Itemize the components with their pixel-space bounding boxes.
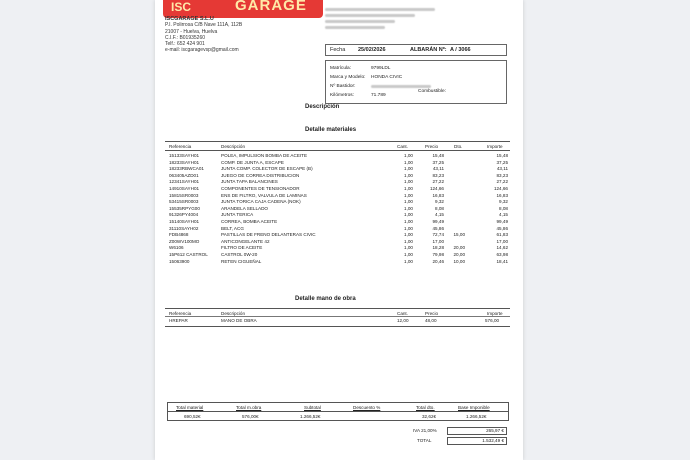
- cell-price: 20,46: [432, 258, 444, 264]
- labor-row: [165, 318, 510, 327]
- vehicle-box: [325, 60, 507, 104]
- labor-price: 48,00: [425, 318, 437, 323]
- cell-ref: 15815SR0003: [169, 192, 199, 198]
- cell-desc: JUNTA COMP. COLECTOR DE ESCAPE (B): [221, 166, 313, 172]
- albaran-label: ALBARÁN Nº:: [410, 47, 447, 53]
- cell-desc: FILTRO DE ACEITE: [221, 245, 263, 251]
- cell-desc: PASTILLAS DE FRENO DELANTERAS CIVIC: [221, 232, 316, 238]
- total-line: [411, 436, 507, 446]
- table-row: [165, 160, 510, 167]
- matricula-value: 9799LDL: [371, 66, 391, 71]
- tot-h-material: Total material: [176, 404, 204, 410]
- cell-ref: 91326PY4004: [169, 212, 199, 218]
- tot-h-base: Base Imponible: [458, 404, 490, 410]
- cell-ref: FDB4868: [169, 232, 189, 238]
- cell-ref: 14910SAYH01: [169, 185, 200, 191]
- company-cif: C.I.F.: B01935260: [165, 34, 206, 41]
- labor-divider: [165, 316, 510, 317]
- cell-imp: 16,83: [496, 192, 508, 198]
- cell-desc: RETEN CIGUEÑAL: [221, 258, 262, 264]
- cell-desc: COMP. DE JUNTA A, ESCAPE: [221, 159, 284, 165]
- cell-price: 45,86: [432, 225, 444, 231]
- table-row: [165, 179, 510, 186]
- cell-imp: 124,66: [493, 185, 508, 191]
- cell-price: 124,66: [429, 185, 444, 191]
- cell-ref: 15P612 CASTROL: [169, 251, 208, 257]
- cell-qty: 1,00: [404, 245, 413, 251]
- cell-ref: 15140SAYH01: [169, 218, 200, 224]
- labor-col-imp: Importe: [487, 310, 503, 316]
- cell-price: 15,48: [432, 153, 444, 158]
- labor-col-desc: Descripción: [221, 310, 245, 316]
- cell-qty: 1,00: [404, 179, 413, 185]
- materials-col-imp: Importe: [487, 143, 503, 149]
- totals-value-row: [168, 412, 508, 420]
- labor-desc: MANO DE OBRA: [221, 318, 257, 323]
- cell-price: 9,32: [435, 199, 444, 205]
- materials-rows: [165, 153, 510, 265]
- cell-qty: 1,00: [404, 159, 413, 165]
- table-row: [165, 199, 510, 206]
- cell-ref: W6106: [169, 245, 184, 251]
- combustible-label: Combustible:: [418, 89, 446, 94]
- table-row: [165, 259, 510, 266]
- customer-address-redacted: [325, 14, 415, 17]
- table-row: [165, 166, 510, 173]
- cell-dto: 20,00: [453, 251, 465, 257]
- cell-ref: 18233SAYH01: [169, 159, 200, 165]
- table-row: [165, 153, 510, 160]
- company-name: ISCGARAGE S.L.U: [165, 16, 214, 22]
- cell-ref: 15133SAYH01: [169, 153, 200, 158]
- cell-price: 4,15: [435, 212, 444, 218]
- labor-col-price: Precio: [425, 310, 439, 316]
- labor-col-ref: Referencia: [169, 310, 192, 316]
- cell-imp: 27,22: [496, 179, 508, 185]
- labor-ref: HREPAR: [169, 318, 188, 323]
- table-row: [165, 226, 510, 233]
- total-label: TOTAL: [417, 438, 432, 443]
- cell-imp: 83,23: [496, 172, 508, 178]
- company-info: [165, 16, 242, 54]
- table-row: [165, 252, 510, 259]
- cell-price: 83,23: [432, 172, 444, 178]
- cell-price: 8,08: [435, 205, 444, 211]
- company-phone: Telf.: 652 424 901: [165, 41, 205, 48]
- cell-imp: 43,11: [496, 166, 508, 172]
- cell-desc: ENS DE FILTRO, VALVULA DE LAMINAS: [221, 192, 307, 198]
- tot-h-descuento: Descuento %: [353, 404, 381, 410]
- cell-ref: 063405AZD01: [169, 172, 199, 178]
- cell-qty: 1,00: [404, 258, 413, 264]
- tot-mo: 576,00€: [242, 413, 259, 419]
- labor-qty: 12,00: [397, 318, 409, 323]
- cell-price: 72,74: [432, 232, 444, 238]
- cell-imp: 99,49: [496, 218, 508, 224]
- descripcion-heading: Descripción: [305, 104, 340, 110]
- cell-desc: JUEGO DE CORREA DISTRIBUCION: [221, 172, 300, 178]
- customer-nif-redacted: [325, 26, 385, 29]
- cell-qty: 1,00: [404, 199, 413, 205]
- totals-table: [167, 402, 509, 421]
- cell-imp: 15,48: [496, 153, 508, 158]
- iva-line: [411, 426, 507, 436]
- table-row: [165, 219, 510, 226]
- labor-col-qty: Cant.: [397, 310, 408, 316]
- cell-desc: POLEA, IMPULSION BOMBA DE ACEITE: [221, 153, 308, 158]
- cell-desc: ARANDELA SELLADO: [221, 205, 268, 211]
- cell-price: 16,83: [432, 192, 444, 198]
- cell-imp: 37,25: [496, 159, 508, 165]
- cell-desc: JUNTA TORICA CAJA CADENA (NOK): [221, 199, 301, 205]
- invoice-date: 25/02/2026: [358, 47, 386, 53]
- bastidor-label: Nº Bastidor:: [330, 84, 356, 89]
- date-label: Fecha: [330, 47, 346, 53]
- cell-price: 99,49: [432, 218, 444, 224]
- cell-dto: 15,00: [453, 232, 465, 238]
- albaran-number: A / 3066: [450, 47, 471, 53]
- cell-ref: 15535RPYG00: [169, 205, 200, 211]
- tot-h-subtotal: Subtotal: [304, 404, 321, 410]
- cell-qty: 1,00: [404, 225, 413, 231]
- tot-h-dto: Total dto.: [416, 404, 435, 410]
- logo-text-left: ISC: [171, 0, 192, 14]
- company-address-2: 21007 - Huelva, Huelva: [165, 28, 218, 35]
- table-row: [165, 173, 510, 180]
- company-address-1: P.I. Polirrosa C/B Nave 111A, 112B: [165, 22, 243, 29]
- km-label: Kilómetros:: [330, 93, 354, 98]
- cell-qty: 1,00: [404, 238, 413, 244]
- table-row: [165, 239, 510, 246]
- labor-imp: 576,00: [485, 318, 500, 323]
- cell-imp: 45,86: [496, 225, 508, 231]
- tot-material: 690,52€: [184, 413, 201, 419]
- materials-col-ref: Referencia: [169, 143, 192, 149]
- tot-h-mo: Total m.obra: [236, 404, 262, 410]
- cell-qty: 1,00: [404, 218, 413, 224]
- table-row: [165, 193, 510, 200]
- cell-imp: 17,00: [496, 238, 508, 244]
- invoice-date-bar: [325, 44, 507, 56]
- cell-qty: 1,00: [404, 192, 413, 198]
- cell-desc: CASTROL 0W-20: [221, 251, 258, 257]
- km-value: 71.789: [371, 93, 386, 98]
- tot-subtotal: 1.266,52€: [300, 413, 321, 419]
- cell-desc: BELT, ACG: [221, 225, 244, 231]
- cell-imp: 9,32: [499, 199, 508, 205]
- cell-qty: 1,00: [404, 251, 413, 257]
- table-row: [165, 245, 510, 252]
- iva-total-block: [411, 426, 507, 446]
- tot-dto: 32,62€: [422, 413, 437, 419]
- company-email: e-mail: iscgaragevsp@gmail.com: [165, 47, 239, 54]
- cell-ref: 12341SAYH01: [169, 179, 200, 185]
- cell-desc: JUNTA TAPA BALANCINES: [221, 179, 278, 185]
- cell-imp: 63,98: [496, 251, 508, 257]
- total-value: 1.532,49 €: [447, 437, 507, 445]
- totals-header-row: [168, 403, 508, 412]
- cell-desc: JUNTA TERICA: [221, 212, 254, 218]
- cell-qty: 1,00: [404, 172, 413, 178]
- cell-imp: 61,83: [496, 232, 508, 238]
- cell-ref: 31110SAYH02: [169, 225, 199, 231]
- materials-col-qty: Cant.: [397, 143, 408, 149]
- cell-imp: 18,41: [496, 258, 508, 264]
- cell-price: 18,28: [432, 245, 444, 251]
- cell-dto: 10,00: [453, 258, 465, 264]
- cell-qty: 1,00: [404, 185, 413, 191]
- matricula-label: Matrícula:: [330, 66, 352, 71]
- iva-value: 265,97 €: [447, 427, 507, 435]
- cell-ref: 18233RBWCA01: [169, 166, 204, 172]
- logo-text-right: GARAGE: [235, 0, 307, 14]
- invoice-sheet: [155, 0, 523, 460]
- table-row: [165, 186, 510, 193]
- cell-qty: 1,00: [404, 232, 413, 238]
- cell-imp: 14,62: [496, 245, 508, 251]
- labor-title: Detalle mano de obra: [295, 296, 356, 302]
- cell-dto: 20,00: [453, 245, 465, 251]
- cell-price: 37,25: [432, 159, 444, 165]
- cell-ref: 15063900: [169, 258, 190, 264]
- cell-qty: 1,00: [404, 166, 413, 172]
- cell-price: 79,98: [432, 251, 444, 257]
- bastidor-redacted: [371, 85, 431, 88]
- iva-label: IVA 21,00%: [413, 428, 437, 433]
- customer-block: [325, 2, 505, 44]
- customer-name-redacted: [325, 8, 435, 11]
- materials-col-desc: Descripción: [221, 143, 245, 149]
- table-row: [165, 232, 510, 239]
- tot-base: 1.266,52€: [466, 413, 487, 419]
- materials-col-dto: Dto.: [454, 143, 463, 149]
- cell-qty: 1,00: [404, 205, 413, 211]
- cell-price: 43,11: [432, 166, 444, 172]
- table-row: [165, 206, 510, 213]
- cell-imp: 4,15: [499, 212, 508, 218]
- cell-price: 27,22: [432, 179, 444, 185]
- cell-qty: 1,00: [404, 212, 413, 218]
- materials-col-price: Precio: [425, 143, 439, 149]
- materials-title: Detalle materiales: [305, 127, 357, 133]
- cell-desc: CORREA, BOMBA ACEITE: [221, 218, 278, 224]
- cell-qty: 1,00: [404, 153, 413, 158]
- materials-header: [165, 141, 510, 151]
- cell-imp: 8,08: [499, 205, 508, 211]
- customer-city-redacted: [325, 20, 395, 23]
- table-row: [165, 212, 510, 219]
- cell-desc: ANTICONGELANTE 42: [221, 238, 270, 244]
- cell-ref: Z00WV100MO: [169, 238, 200, 244]
- cell-price: 17,00: [432, 238, 444, 244]
- cell-ref: 53415SR0003: [169, 199, 199, 205]
- cell-desc: COMPONENTES DE TENSIONADOR: [221, 185, 300, 191]
- marca-value: HONDA CIVIC: [371, 75, 403, 80]
- marca-label: Marca y Modelo:: [330, 75, 366, 80]
